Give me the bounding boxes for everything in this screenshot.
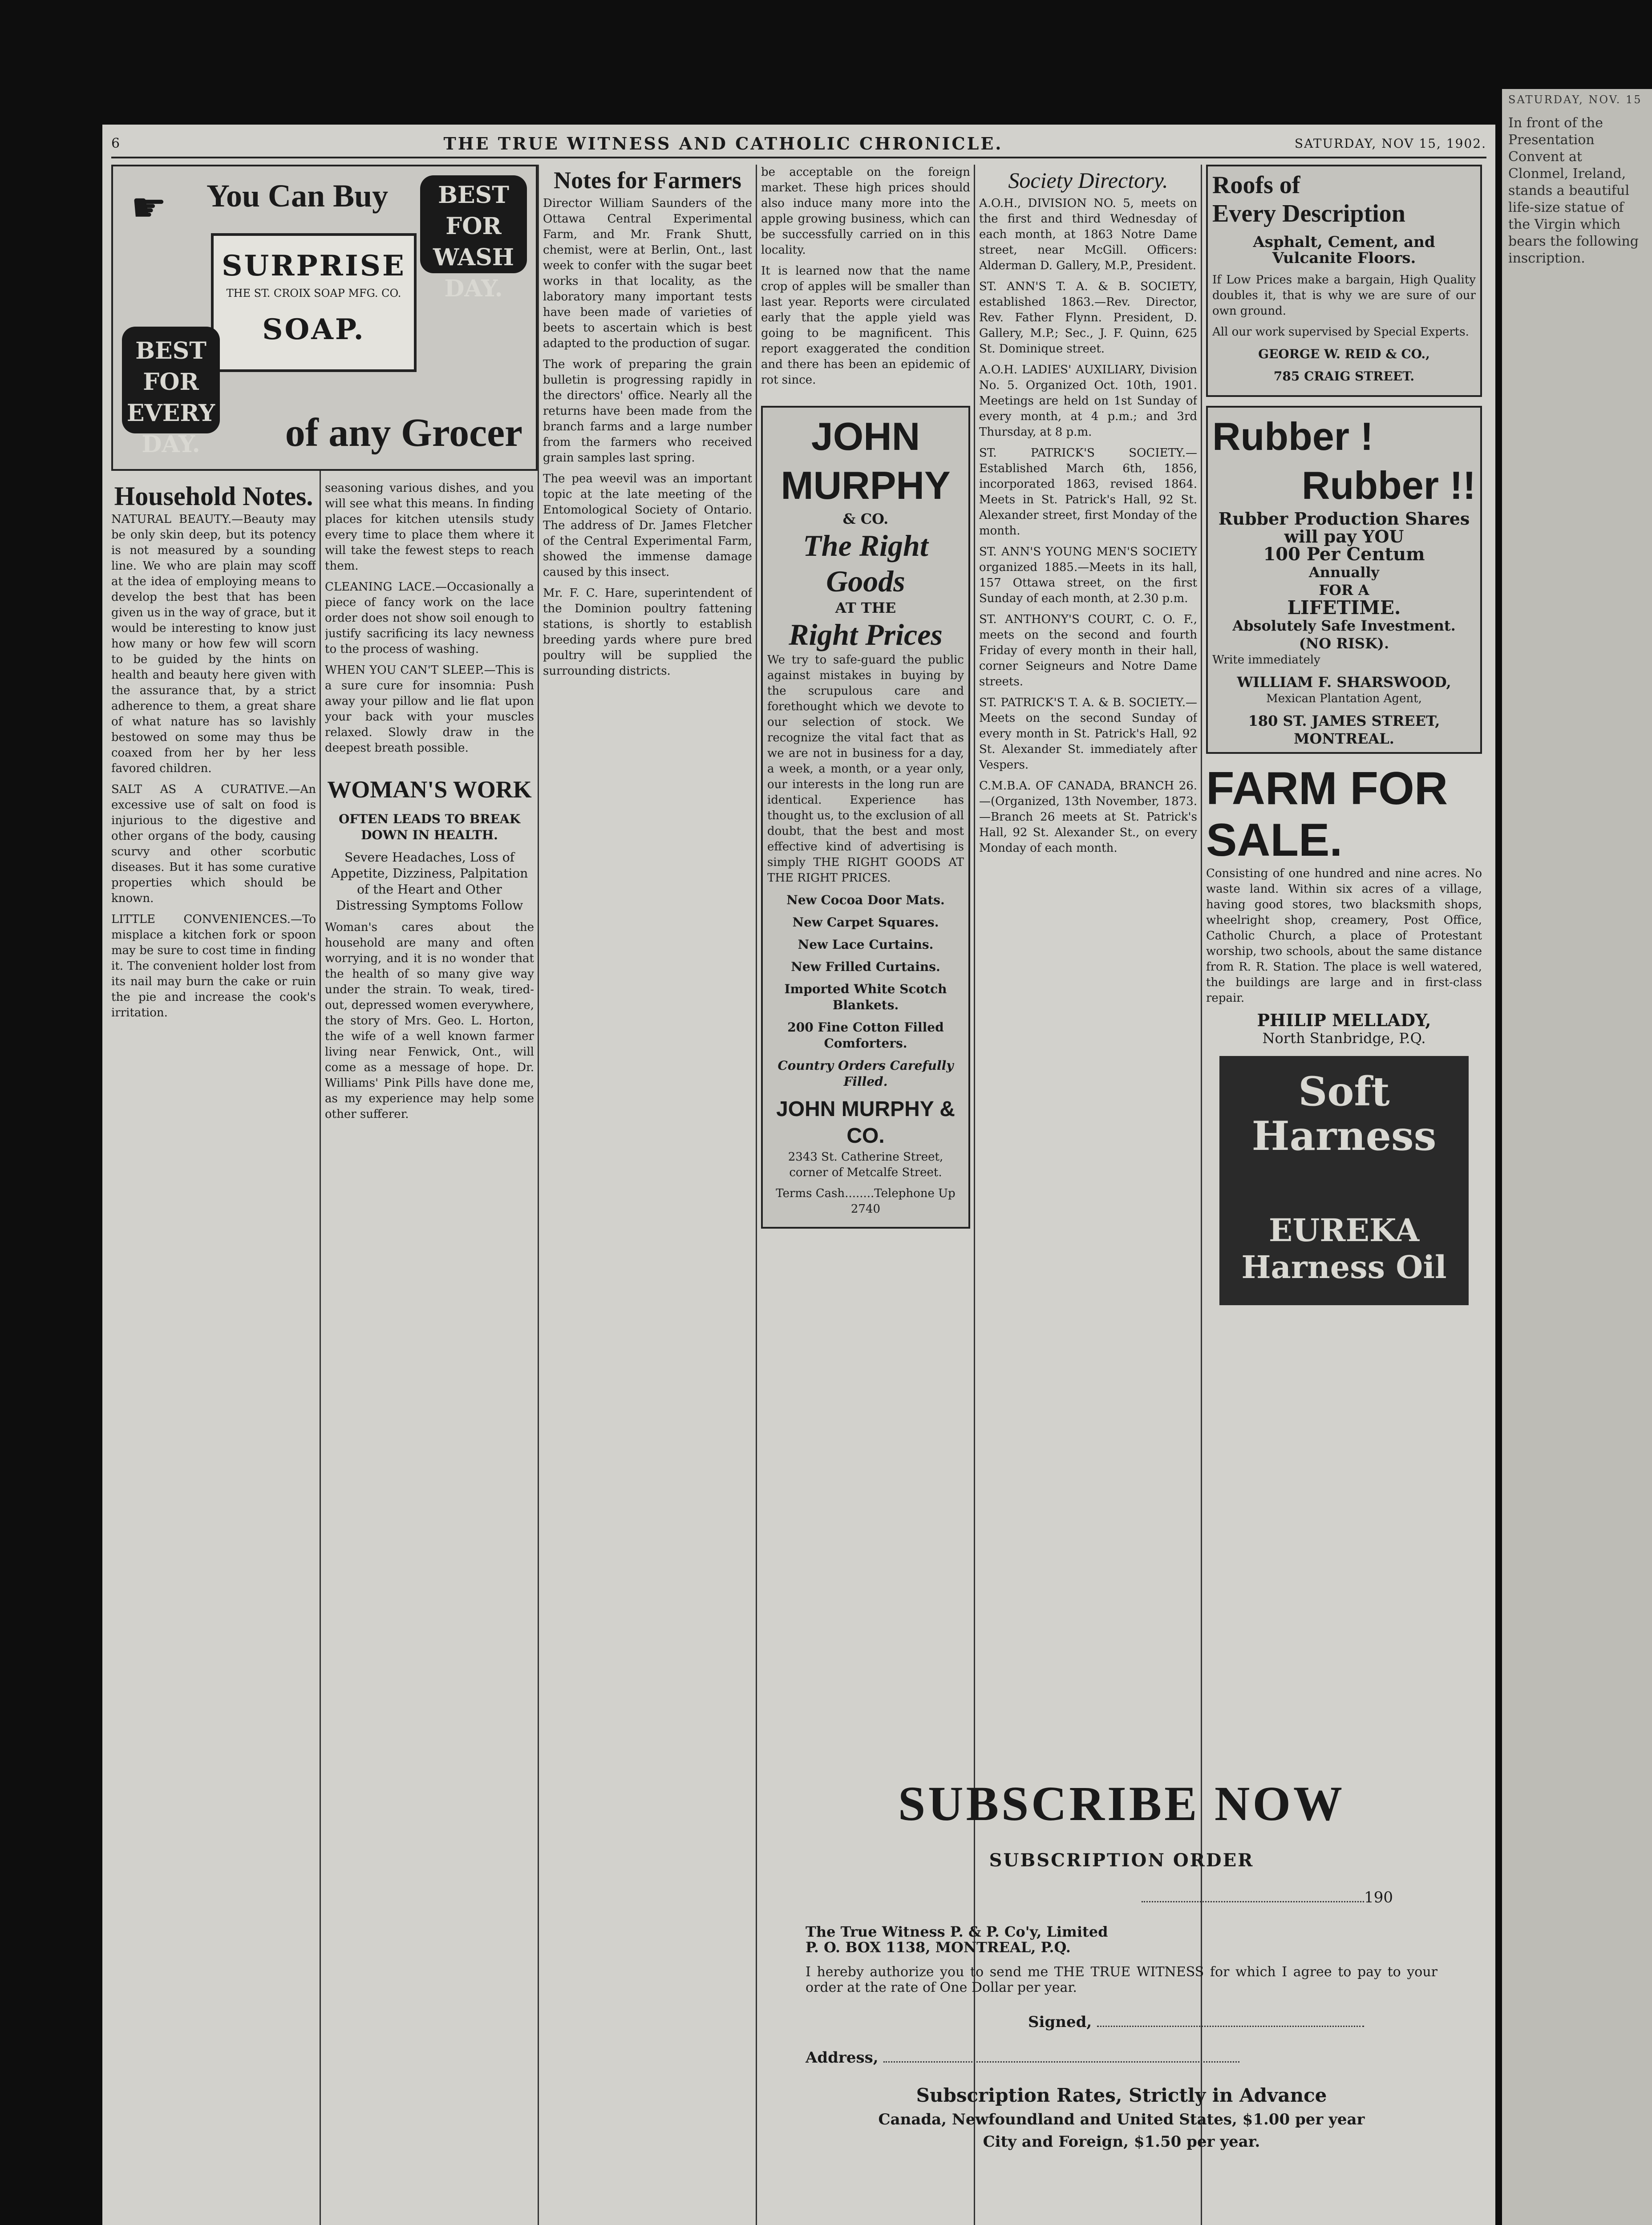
address-label: Address,	[806, 2049, 879, 2067]
roofs-heading-1: Roofs of	[1212, 171, 1300, 199]
soap-maker: THE ST. CROIX SOAP MFG. CO.	[226, 287, 401, 299]
company-name: The True Witness P. & P. Co'y, Limited	[806, 1923, 1108, 1940]
farm-location: North Stanbridge, P.Q.	[1262, 1030, 1426, 1047]
article-paragraph: Woman's cares about the household are many and often worrying, and it is no wonder that the health of so many give way under the strain. To weak, tired-out, depressed women everywhere, the story of Mrs. Geo. L. Horton, the wife of a well known farmer living near Fenwick, Ont., will come as a message of hope. Dr. Williams' Pink Pills have done me, as my experience may help some other sufferer.	[325, 921, 534, 1121]
soap-bar	[211, 233, 417, 372]
roofs-ad	[1206, 165, 1482, 397]
article-paragraph: Director William Saunders of the Ottawa Central Experimental Farm, and Mr. Frank Shutt, chemist, were at Berlin, Ont., last week to confer with the sugar beet works in that locality, as the laboratory many important tests have been made of varieties of beets to ascertain which is best adapted to the production of sugar.	[543, 197, 752, 350]
column-rule	[538, 165, 539, 2225]
article-paragraph: Mr. F. C. Hare, superintendent of the Dominion poultry fattening stations, is shortly to establish breeding yards where pure bred poultry will be supplied the surrounding districts.	[543, 587, 752, 678]
ad-headline: You Can Buy	[206, 178, 389, 214]
womans-work-subhead-2: Severe Headaches, Loss of Appetite, Dizziness, Palpitation of the Heart and Other Distressing Symptoms Follow	[331, 850, 528, 913]
date-suffix: 190	[1364, 1889, 1393, 1906]
country-orders: Country Orders Carefully Filled.	[777, 1058, 954, 1089]
at-the: AT THE	[835, 599, 896, 616]
article-paragraph: LITTLE CONVENIENCES.—To misplace a kitchen fork or spoon may be sure to cost time in finding it. The convenient holder lost from its nail may burn the cake or ruin the pie and increase the cook's irritation.	[111, 913, 316, 1019]
eureka-oil: EUREKA Harness Oil	[1241, 1212, 1447, 1286]
rates-line: Canada, Newfoundland and United States, $1.00 per year	[878, 2111, 1365, 2128]
signed-label: Signed,	[1028, 2013, 1092, 2031]
item-comforters: 200 Fine Cotton Filled Comforters.	[787, 1020, 944, 1051]
page-number: 6	[111, 135, 120, 151]
item-blankets: Imported White Scotch Blankets.	[784, 982, 947, 1012]
roofs-address: 785 CRAIG STREET.	[1273, 369, 1415, 384]
murphy-name: JOHN MURPHY	[781, 414, 951, 507]
murphy-address: 2343 St. Catherine Street, corner of Metcalfe Street.	[788, 1150, 943, 1179]
household-notes-heading: Household Notes.	[114, 481, 313, 511]
best-wash-badge: BEST FOR WASH DAY.	[420, 175, 527, 273]
article-paragraph: NATURAL BEAUTY.—Beauty may be only skin deep, but its potency is not measured by a sounding line. We who are plain may scoff at the idea of employing means to develop the best that has been given us in the way of grace, but it would be interesting to know just how many or how few will scorn to be guided by the hints on health and beauty here given with the assurance that, by a strict adherence to them, a great share of what nature has so lavishly bestowed on some may thus be coaxed from her by her less favored children.	[111, 513, 316, 775]
newspaper-title: THE TRUE WITNESS AND CATHOLIC CHRONICLE.	[443, 133, 1003, 154]
article-paragraph: SALT AS A CURATIVE.—An excessive use of salt on food is injurious to the digestive and other organs of the body, causing scurvy and other scorbutic diseases. But it has some curative properties which should be known.	[111, 783, 316, 905]
article-paragraph: The pea weevil was an important topic at the late meeting of the Entomological Society of Ontario. The address of Dr. James Fletcher of the Central Experimental Farm, showed the immense damage caused by this insect.	[543, 472, 752, 579]
murphy-co: & CO.	[842, 510, 889, 527]
soap-label: SOAP.	[262, 313, 365, 346]
rubber-line5: LIFETIME.	[1287, 597, 1401, 619]
article-paragraph: It is learned now that the name crop of apples will be smaller than last year. Reports were circulated early that the apple yield was going to be magnificent. This report exaggerated the condition and there has been an epidemic of rot since.	[761, 264, 970, 387]
rubber-agent-2: Mexican Plantation Agent,	[1266, 692, 1422, 705]
ads-column	[1206, 165, 1482, 1749]
right-prices: Right Prices	[789, 618, 943, 651]
date-line	[761, 1889, 1393, 1906]
roofs-firm: GEORGE W. REID & CO.,	[1258, 347, 1430, 361]
rubber-line3: Annually	[1308, 564, 1380, 581]
roofs-note: All our work supervised by Special Experts.	[1212, 325, 1469, 339]
article-paragraph: The work of preparing the grain bulletin is progressing rapidly in the directors' office. Nearly all the returns have been made from the branch farms and a large number from the farmers who received grain samples last spring.	[543, 358, 752, 465]
society-entry: ST. PATRICK'S SOCIETY.—Established March 6th, 1856, incorporated 1863, revised 1864. Meets in St. Patrick's Hall, 92 St. Alexander street, first Monday of the month.	[979, 446, 1197, 538]
column-two	[325, 481, 534, 2225]
society-entry: ST. ANN'S T. A. & B. SOCIETY, established 1863.—Rev. Director, Rev. Father Flynn. President, D. Gallery, M.P.; Sec., J. F. Quinn, 625 St. Dominique street.	[979, 280, 1197, 356]
address-field[interactable]	[806, 2049, 1437, 2067]
signed-field[interactable]	[1028, 2013, 1437, 2031]
rubber-line2: 100 Per Centum	[1263, 544, 1425, 565]
article-paragraph: WHEN YOU CAN'T SLEEP.—This is a sure cure for insomnia: Push away your pillow and lie flat upon your back with your muscles relaxed. Slowly draw in the deepest breath possible.	[325, 663, 534, 755]
item-frilled: New Frilled Curtains.	[791, 959, 940, 974]
society-entry: C.M.B.A. OF CANADA, BRANCH 26.—(Organized, 13th November, 1873.—Branch 26 meets at St. Patrick's Hall, 92 St. Alexander St., on every Monday of each month.	[979, 779, 1197, 855]
farmers-heading: Notes for Farmers	[554, 167, 741, 194]
po-box: P. O. BOX 1138, MONTREAL, P.Q.	[806, 1939, 1071, 1956]
rubber-ad	[1206, 406, 1482, 754]
society-entry: A.O.H. LADIES' AUXILIARY, Division No. 5. Organized Oct. 10th, 1901. Meetings are held on 1st Sunday of every month, at 4 p.m.; and 3rd Thursday, at 8 p.m.	[979, 363, 1197, 439]
soap-brand: SURPRISE	[222, 249, 406, 283]
harness-oil-ad	[1219, 1056, 1469, 1305]
best-every-badge: BEST FOR EVERY DAY.	[122, 327, 220, 433]
subscription-order-heading: SUBSCRIPTION ORDER	[989, 1850, 1254, 1871]
masthead	[111, 130, 1486, 158]
farmers-column	[543, 165, 752, 2225]
column-rule	[320, 165, 321, 2225]
soft-harness: Soft Harness	[1251, 1068, 1437, 1160]
murphy-footer: JOHN MURPHY & CO.	[776, 1097, 955, 1148]
murphy-text: We try to safe-guard the public against mistakes in buying by the scrupulous care and forethought which we devote to our selection of stock. We recognize the vital fact that as we are not in business for a day, a week, a month, or a year only, our interests in the long run are identical. Experience has thought us, to the exclusion of all doubt, that the best and most effective kind of advertising is simply THE RIGHT GOODS AT THE RIGHT PRICES.	[767, 653, 964, 885]
column-rule	[756, 165, 757, 2225]
pointing-hand-icon: ☛	[131, 184, 167, 231]
item-carpet: New Carpet Squares.	[792, 915, 939, 930]
farm-heading: FARM FOR SALE.	[1206, 763, 1448, 866]
newspaper-page	[102, 125, 1495, 2225]
john-murphy-ad	[761, 406, 970, 1229]
article-paragraph: CLEANING LACE.—Occasionally a piece of fancy work on the lace order does not show soil enough to justify sacrificing its lacy newness to the process of washing.	[325, 580, 534, 656]
right-goods: The Right Goods	[803, 529, 928, 598]
rubber-agent: WILLIAM F. SHARSWOOD,	[1237, 674, 1451, 691]
roofs-line: Asphalt, Cement, and Vulcanite Floors.	[1253, 233, 1435, 267]
item-lace: New Lace Curtains.	[798, 937, 934, 952]
rubber-agent-3: 180 ST. JAMES STREET, MONTREAL.	[1248, 712, 1440, 747]
murphy-terms: Terms Cash........Telephone Up 2740	[776, 1187, 956, 1216]
roofs-heading-2: Every Description	[1212, 200, 1405, 227]
authorization-text: I hereby authorize you to send me THE TRUE WITNESS for which I agree to pay to your order at the rate of One Dollar per year.	[806, 1964, 1437, 1995]
womans-work-subhead: OFTEN LEADS TO BREAK DOWN IN HEALTH.	[338, 812, 521, 842]
farm-seller: PHILIP MELLADY,	[1257, 1010, 1431, 1030]
society-entry: ST. ANN'S YOUNG MEN'S SOCIETY organized 1885.—Meets in its hall, 157 Ottawa street, on the first Sunday of each month, at 2.30 p.m.	[979, 545, 1197, 605]
rubber-line6: Absolutely Safe Investment.	[1232, 617, 1456, 634]
rates-line-2: City and Foreign, $1.50 per year.	[983, 2133, 1260, 2151]
soap-advertisement	[111, 165, 538, 471]
household-notes-column	[111, 481, 316, 2225]
article-paragraph: be acceptable on the foreign market. These high prices should also induce many more into the apple growing business, which can be successfully carried on in this locality.	[761, 166, 970, 257]
adjacent-text: In front of the Presentation Convent at Clonmel, Ireland, stands a beautiful life-size statue of the Virgin which bears the following inscription.	[1508, 115, 1639, 266]
issue-date: SATURDAY, NOV 15, 1902.	[1294, 136, 1486, 151]
subscribe-title: SUBSCRIBE NOW	[898, 1776, 1345, 1831]
rubber-line1: Rubber Production Shares will pay YOU	[1218, 509, 1470, 546]
rubber-2: Rubber !!	[1301, 463, 1476, 507]
rates-title: Subscription Rates, Strictly in Advance	[916, 2084, 1327, 2106]
adjacent-header: SATURDAY, NOV. 15	[1508, 93, 1642, 106]
roofs-text: If Low Prices make a bargain, High Quality doubles it, that is why we are sure of our own ground.	[1212, 273, 1476, 318]
murphy-column	[761, 165, 970, 1749]
subscribe-section	[761, 1762, 1482, 2225]
rubber-line4: FOR A	[1319, 582, 1369, 599]
society-entry: ST. PATRICK'S T. A. & B. SOCIETY.—Meets on the second Sunday of every month in St. Patrick's Hall, 92 St. Alexander St. immediately after Vespers.	[979, 696, 1197, 772]
any-grocer-text: of any Grocer	[285, 411, 522, 455]
rubber-1: Rubber !	[1212, 414, 1373, 458]
rubber-line7: (NO RISK).	[1299, 635, 1389, 652]
rubber-write: Write immediately	[1212, 653, 1320, 667]
womans-work-heading: WOMAN'S WORK	[327, 776, 532, 803]
society-entry: A.O.H., DIVISION NO. 5, meets on the first and third Wednesday of each month, at 1863 Notre Dame street, near McGill. Officers: Alderman D. Gallery, M.P., President.	[979, 197, 1197, 272]
society-heading: Society Directory.	[1008, 168, 1168, 193]
society-entry: ST. ANTHONY'S COURT, C. O. F., meets on the second and fourth Friday of every month in their hall, corner Seigneurs and Notre Dame streets.	[979, 613, 1197, 688]
item-cocoa: New Cocoa Door Mats.	[786, 893, 945, 907]
farm-ad	[1206, 763, 1482, 1047]
farm-text: Consisting of one hundred and nine acres. No waste land. Within six acres of a village, having good stores, two blacksmith shops, wheelright shop, creamery, Post Office, Catholic Church, a place of Protestant worship, two schools, about the same distance from R. R. Station. The place is well watered, the buildings are large and in first-class repair.	[1206, 867, 1482, 1005]
article-paragraph: seasoning various dishes, and you will see what this means. In finding places for kitchen utensils study every time to place them where it will take the fewest steps to reach them.	[325, 481, 534, 573]
adjacent-page	[1502, 89, 1652, 2225]
society-directory-column	[979, 165, 1197, 1749]
